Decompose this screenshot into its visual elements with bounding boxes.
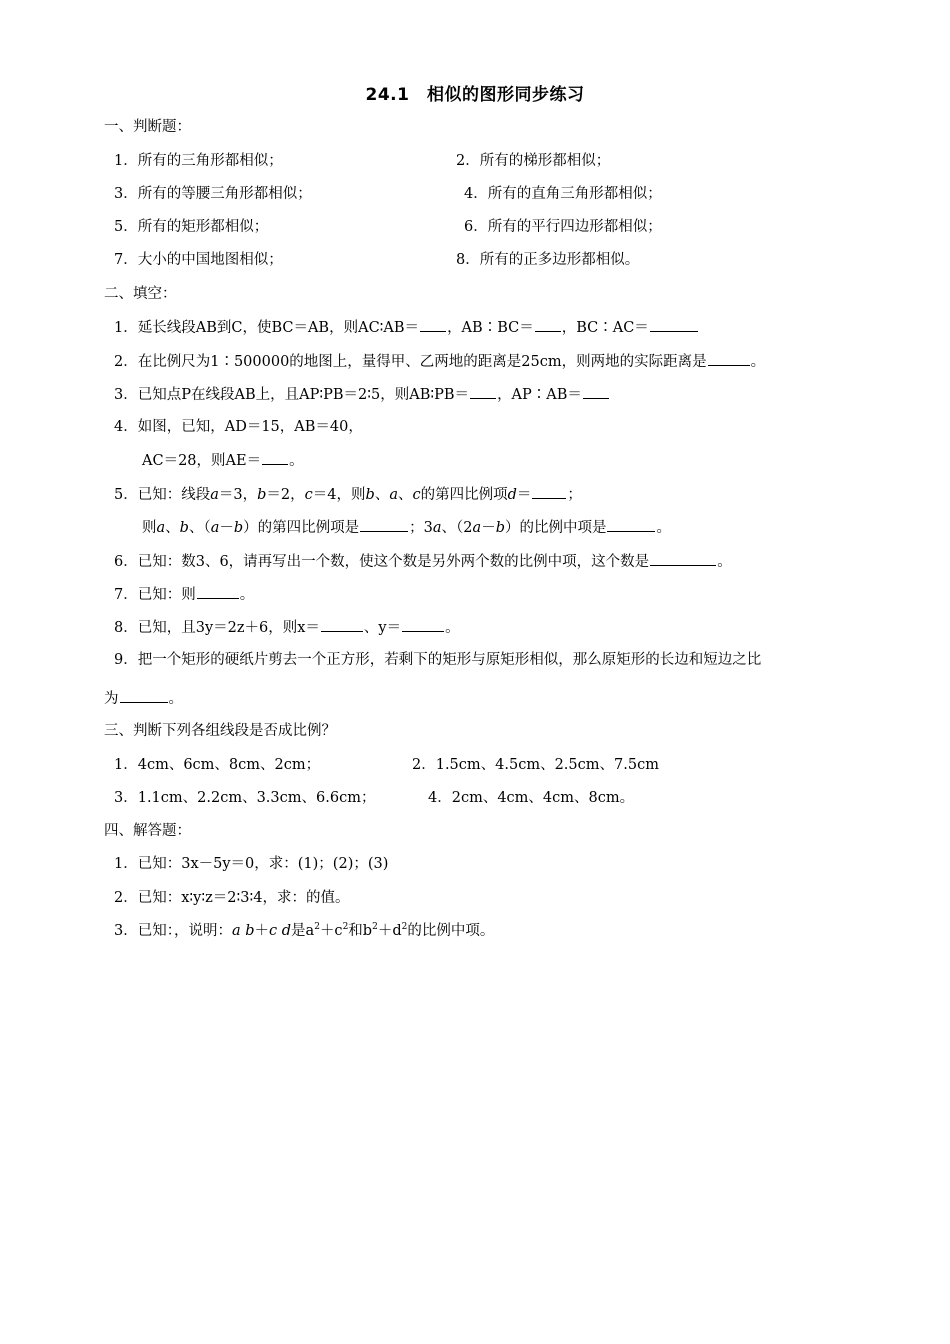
q3-text: 3．已知：，说明：: [114, 923, 232, 939]
var-d: d: [507, 487, 517, 503]
solve-question-3: [114, 921, 494, 941]
var-b: b: [179, 520, 189, 536]
q5-text: ）的比例中项是: [504, 520, 607, 536]
q3-text: 和b: [348, 923, 373, 939]
q5-text: 则: [142, 520, 157, 536]
q5-text: ；3: [409, 520, 433, 536]
q5-text: 的第四比例项: [420, 487, 508, 503]
var-b: b: [257, 487, 267, 503]
section-2-heading: 二、填空：: [104, 286, 177, 302]
q1-text-c: ，BC∶AC＝: [561, 320, 649, 336]
var-a: a: [210, 520, 220, 536]
answer-blank[interactable]: [262, 450, 288, 465]
q4-text-a: AC＝28，则AE＝: [142, 453, 262, 469]
fill-question-8: [114, 617, 460, 638]
judge-item-1: 1．所有的三角形都相似；: [114, 153, 283, 169]
q5-text: ）的第四比例项是: [243, 520, 360, 536]
fill-question-4-line-2: [142, 450, 304, 471]
q9-text-b: 。: [168, 691, 183, 707]
solve-question-1: 1．已知：3x－5y＝0，求：(1)；(2)；(3): [114, 856, 389, 872]
answer-blank[interactable]: [360, 517, 408, 532]
var-a: a: [156, 520, 166, 536]
fill-question-3: [114, 384, 610, 405]
answer-blank[interactable]: [197, 584, 239, 599]
q5-text: 。: [656, 520, 671, 536]
fill-question-4-line-1: 4．如图，已知，AD＝15，AB＝40，: [114, 419, 363, 435]
var-b: b: [365, 487, 375, 503]
q2-text-a: 2．在比例尺为1∶500000的地图上，量得甲、乙两地的距离是25cm，则两地的实际距离是: [114, 354, 707, 370]
exponent: 2: [372, 922, 378, 933]
answer-blank[interactable]: [470, 384, 496, 399]
q6-text-a: 6．已知：数3、6，请再写出一个数，使这个数是另外两个数的比例中项，这个数是: [114, 554, 650, 570]
judge-item-6: 6．所有的平行四边形都相似；: [464, 219, 662, 235]
judge-item-2: 2．所有的梯形都相似；: [456, 153, 611, 169]
q3-text: ＋: [254, 923, 270, 939]
var-b: b: [495, 520, 505, 536]
q7-text-a: 7．已知：则: [114, 587, 196, 603]
section-1-heading: 一、判断题：: [104, 119, 191, 135]
var-a: a: [432, 520, 442, 536]
var-b: b: [233, 520, 244, 536]
answer-blank[interactable]: [321, 617, 363, 632]
q5-text: ＝: [516, 487, 532, 503]
fill-question-1: [114, 317, 699, 338]
fill-question-2: [114, 351, 765, 372]
q5-text: 、: [165, 520, 180, 536]
q5-text: ＝2，: [266, 487, 305, 503]
solve-question-2: 2．已知：x∶y∶z＝2∶3∶4，求：的值。: [114, 890, 350, 906]
var-a: a: [210, 487, 219, 503]
fill-question-9-line-2: [104, 688, 183, 709]
segment-item-1: 1．4cm、6cm、8cm、2cm；: [114, 757, 321, 773]
fill-question-9-line-1: 9．把一个矩形的硬纸片剪去一个正方形，若剩下的矩形与原矩形相似，那么原矩形的长边和短边之比: [114, 652, 762, 668]
segment-item-3: 3．1.1cm、2.2cm、3.3cm、6.6cm；: [114, 790, 376, 806]
q5-text: －: [219, 520, 234, 536]
var-a: a: [389, 487, 398, 503]
section-4-heading: 四、解答题：: [104, 823, 191, 839]
page-title: 24.1 相似的图形同步练习: [365, 85, 585, 105]
q5-text: 5．已知：线段: [114, 487, 211, 503]
q5-text: ；: [567, 487, 582, 503]
answer-blank[interactable]: [120, 688, 168, 703]
var-cd: c d: [269, 923, 292, 939]
fill-question-5-line-1: [114, 484, 582, 505]
q3-text-b: ，AP∶AB＝: [497, 387, 582, 403]
answer-blank[interactable]: [535, 317, 561, 332]
q1-text-b: ，AB∶BC＝: [447, 320, 534, 336]
judge-item-8: 8．所有的正多边形都相似。: [456, 252, 640, 268]
q2-text-b: 。: [750, 354, 766, 370]
judge-item-7: 7．大小的中国地图相似；: [114, 252, 283, 268]
segment-item-4: 4．2cm、4cm、4cm、8cm。: [428, 790, 635, 806]
q8-text-b: 、y＝: [363, 620, 402, 636]
fill-question-5-line-2: [142, 517, 671, 538]
answer-blank[interactable]: [420, 317, 446, 332]
judge-item-5: 5．所有的矩形都相似；: [114, 219, 269, 235]
exponent: 2: [342, 922, 349, 933]
q5-text: －: [481, 520, 496, 536]
fill-question-6: [114, 551, 732, 572]
exponent: 2: [401, 922, 408, 933]
var-a: a: [472, 520, 482, 536]
answer-blank[interactable]: [532, 484, 566, 499]
judge-item-4: 4．所有的直角三角形都相似；: [464, 186, 662, 202]
q9-text-a: 为: [104, 691, 119, 707]
answer-blank[interactable]: [650, 317, 698, 332]
judge-item-3: 3．所有的等腰三角形都相似；: [114, 186, 312, 202]
var-c: c: [412, 487, 421, 503]
q8-text-c: 。: [445, 620, 460, 636]
var-ab: a b: [231, 923, 255, 939]
q3-text: 是a: [291, 923, 315, 939]
q5-text: ＝4，则: [312, 487, 366, 503]
fill-question-7: [114, 584, 254, 605]
answer-blank[interactable]: [402, 617, 444, 632]
q3-text-a: 3．已知点P在线段AB上，且AP∶PB＝2∶5，则AB∶PB＝: [114, 387, 470, 403]
answer-blank[interactable]: [583, 384, 609, 399]
answer-blank[interactable]: [607, 517, 655, 532]
q5-text: ＝3，: [218, 487, 258, 503]
q1-text-a: 1．延长线段AB到C，使BC＝AB，则AC∶AB＝: [114, 320, 420, 336]
var-c: c: [304, 487, 313, 503]
answer-blank[interactable]: [708, 351, 750, 366]
q7-text-b: 。: [239, 587, 255, 603]
q8-text-a: 8．已知，且3y＝2z＋6，则x＝: [114, 620, 320, 636]
answer-blank[interactable]: [650, 551, 716, 566]
q3-text: 的比例中项。: [407, 923, 495, 939]
q5-text: 、: [397, 487, 413, 503]
q3-text: ＋c: [319, 923, 343, 939]
q4-text-b: 。: [289, 453, 304, 469]
exponent: 2: [314, 922, 320, 933]
q3-text: ＋d: [377, 923, 402, 939]
q5-text: 、（: [188, 520, 211, 536]
section-3-heading: 三、判断下列各组线段是否成比例？: [104, 723, 336, 739]
q6-text-b: 。: [717, 554, 732, 570]
q5-text: 、（2: [441, 520, 473, 536]
q5-text: 、: [374, 487, 390, 503]
segment-item-2: 2．1.5cm、4.5cm、2.5cm、7.5cm: [412, 757, 659, 773]
